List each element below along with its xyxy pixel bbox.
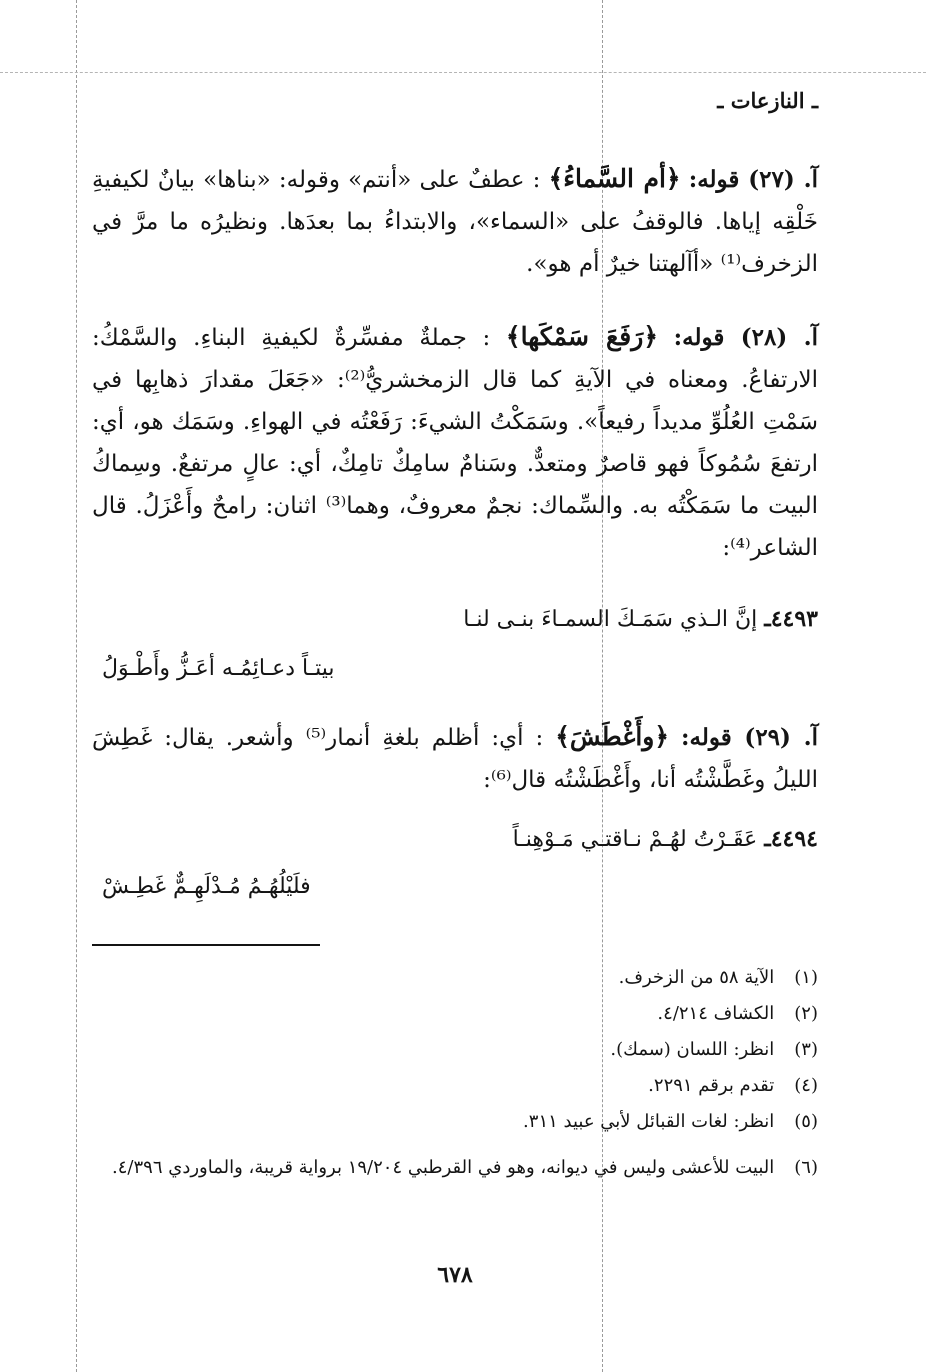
footnote bbox=[92, 1068, 818, 1104]
footnote-text: البيت للأعشى وليس في ديوانه، وهو في القرطبي ١٩/٢٠٤ برواية قريبة، والماوردي ٤/٣٩٦. bbox=[112, 1157, 775, 1178]
footnote bbox=[92, 960, 818, 996]
footnote-text: تقدم برقم ٢٢٩١. bbox=[648, 1075, 775, 1096]
footnote-number: (٤) bbox=[794, 1075, 818, 1096]
fold-line-left bbox=[76, 0, 77, 1372]
paragraph-29 bbox=[92, 716, 818, 801]
verse-ref: آ. (٢٨) قوله: bbox=[673, 324, 818, 351]
footnote-number: (٥) bbox=[794, 1111, 818, 1132]
poem-verse-4493 bbox=[92, 606, 818, 686]
quran-quote: ﴿أم السَّماءُ﴾ bbox=[548, 164, 681, 193]
footnote-text: انظر: اللسان (سمك). bbox=[610, 1039, 775, 1060]
commentary-text: : جملةٌ مفسِّرةٌ لكيفيةِ البناءِ. والسَّمْكُ: الارتفاعُ. ومعناه في الآيةِ كما قال الزمخشريُّ⁽²⁾: «جَعَلَ مقدارَ ذهابِها في سَمْتِ العُلُوِّ مديداً رفيعاً». وسَمَكْتُ الشيءَ: رَفَعْتُه في الهواءِ. وسَمَك هو، أي: ارتفعَ سُمُوكاً فهو قاصرٌ ومتعدٌّ. وسَنامٌ سامِكٌ تامِكٌ، أي: عالٍ مرتفعٌ. وسِماكُ البيت ما سَمَكْتُه به. والسِّماك: نجمٌ معروفٌ، وهما⁽³⁾ اثنان: رامحٌ وأَعْزَلُ. قال الشاعر⁽⁴⁾: bbox=[92, 325, 818, 561]
commentary-text: : عطفٌ على «أنتم» وقوله: «بناها» بيانٌ لكيفيةِ خَلْقِه إياها. فالوقفُ على «السماء»، والابتداءُ بما بعدَها. ونظيرُه ما مرَّ في الزخرف⁽¹⁾ «أآلهتنا خيرٌ أم هو». bbox=[92, 167, 818, 277]
hemistich-1: عَقَـرْتُ لهُـمْ نـاقتـي مَـوْهِنـاً bbox=[512, 827, 758, 852]
footnote bbox=[92, 1032, 818, 1068]
verse-number: ٤٤٩٤ـ bbox=[764, 826, 818, 852]
paragraph-27 bbox=[92, 158, 818, 285]
paragraph-28 bbox=[92, 316, 818, 569]
page-number: ٦٧٨ bbox=[437, 1262, 473, 1288]
hemistich-2: فلَيْلُهُـمُ مُـدْلَهِـمٌّ غَطِـشْ bbox=[102, 874, 311, 899]
footnote bbox=[92, 1150, 818, 1186]
footnote-separator bbox=[92, 944, 320, 946]
commentary-text: : أي: أظلم بلغةِ أنمار⁽⁵⁾ وأشعر. يقال: غَطِشَ الليلُ وغَطَّشْتُه أنا، وأَغْطَشْتُه قال⁽⁶⁾: bbox=[92, 725, 818, 793]
footnote-number: (٢) bbox=[794, 1003, 818, 1024]
quran-quote: ﴿وأَغْطَشَ﴾ bbox=[555, 722, 670, 751]
footnote bbox=[92, 996, 818, 1032]
footnote-number: (٣) bbox=[794, 1039, 818, 1060]
footnote-text: الآية ٥٨ من الزخرف. bbox=[618, 967, 775, 988]
footnote-text: انظر: لغات القبائل لأبي عبيد ٣١١. bbox=[523, 1111, 775, 1132]
hemistich-1: إنَّ الـذي سَمَـكَ السمـاءَ بنـى لنـا bbox=[463, 607, 758, 632]
running-header: ـ النازعات ـ bbox=[717, 88, 818, 113]
footnote bbox=[92, 1104, 818, 1140]
verse-ref: آ. (٢٩) قوله: bbox=[681, 724, 819, 751]
hemistich-2: بيتـاً دعـائِمُـه أعَـزُّ وأَطْـوَلُ bbox=[102, 656, 335, 681]
verse-number: ٤٤٩٣ـ bbox=[764, 606, 818, 632]
quran-quote: ﴿رَفَعَ سَمْكَها﴾ bbox=[505, 322, 658, 351]
page bbox=[92, 0, 818, 1372]
footnote-number: (١) bbox=[794, 967, 818, 988]
verse-ref: آ. (٢٧) قوله: bbox=[688, 166, 819, 193]
poem-line-1 bbox=[92, 826, 818, 852]
footnote-text: الكشاف ٤/٢١٤. bbox=[657, 1003, 775, 1024]
footnote-number: (٦) bbox=[794, 1157, 818, 1178]
poem-verse-4494 bbox=[92, 826, 818, 906]
poem-line-1 bbox=[92, 606, 818, 632]
